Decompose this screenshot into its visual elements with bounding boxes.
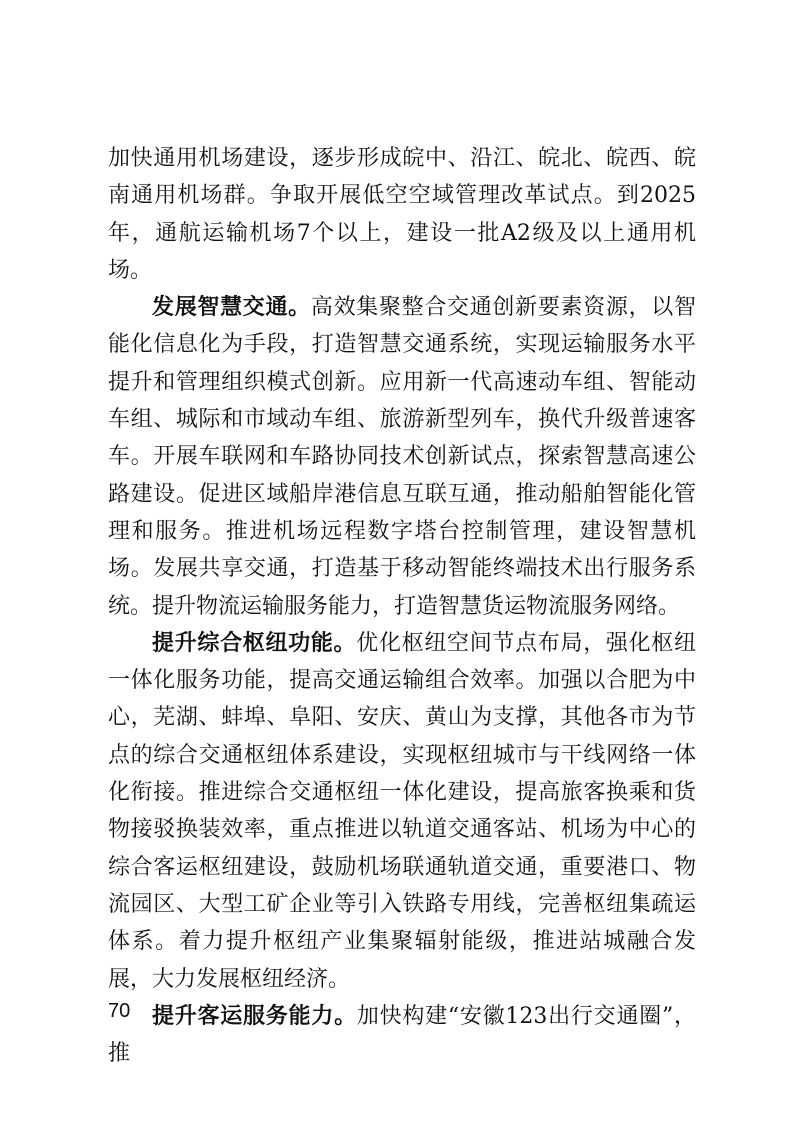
paragraph-heading: 提升客运服务能力。 [152, 1002, 357, 1029]
paragraph-text: 加快通用机场建设，逐步形成皖中、沿江、皖北、皖西、皖南通用机场群。争取开展低空空域管理改革试点。到2025年，通航运输机场7个以上，建设一批A2级及以上通用机场。 [108, 146, 696, 283]
paragraph-heading: 提升综合枢纽功能。 [152, 629, 357, 656]
page-number: 70 [108, 1000, 131, 1022]
paragraph-text: 优化枢纽空间节点布局，强化枢纽一体化服务功能，提高交通运输组合效率。加强以合肥为中心，芜湖、蚌埠、阜阳、安庆、黄山为支撑，其他各市为节点的综合交通枢纽体系建设，实现枢纽城市与干线网络一体化衔接。推进综合交通枢纽一体化建设，提高旅客换乘和货物接驳换装效率，重点推进以轨道交通客站、机场为中心的综合客运枢纽建设，鼓励机场联通轨道交通，重要港口、物流园区、大型工矿企业等引入铁路专用线，完善枢纽集疏运体系。着力提升枢纽产业集聚辐射能级，推进站城融合发展，大力发展枢纽经济。 [108, 630, 696, 992]
paragraph-passenger-service [108, 998, 696, 1073]
paragraph-general-aviation [108, 140, 696, 289]
paragraph-hub-function [108, 625, 696, 998]
paragraph-text: 加快构建“安徽123出行交通圈”，推 [108, 1003, 696, 1067]
document-body [108, 140, 696, 1072]
paragraph-heading: 发展智慧交通。 [152, 294, 311, 321]
paragraph-text: 高效集聚整合交通创新要素资源，以智能化信息化为手段，打造智慧交通系统，实现运输服务水平提升和管理组织模式创新。应用新一代高速动车组、智能动车组、城际和市域动车组、旅游新型列车，换代升级普速客车。开展车联网和车路协同技术创新试点，探索智慧高速公路建设。促进区域船岸港信息互联互通，推动船舶智能化管理和服务。推进机场远程数字塔台控制管理，建设智慧机场。发展共享交通，打造基于移动智能终端技术出行服务系统。提升物流运输服务能力，打造智慧货运物流服务网络。 [108, 295, 696, 619]
paragraph-smart-transport [108, 289, 696, 625]
